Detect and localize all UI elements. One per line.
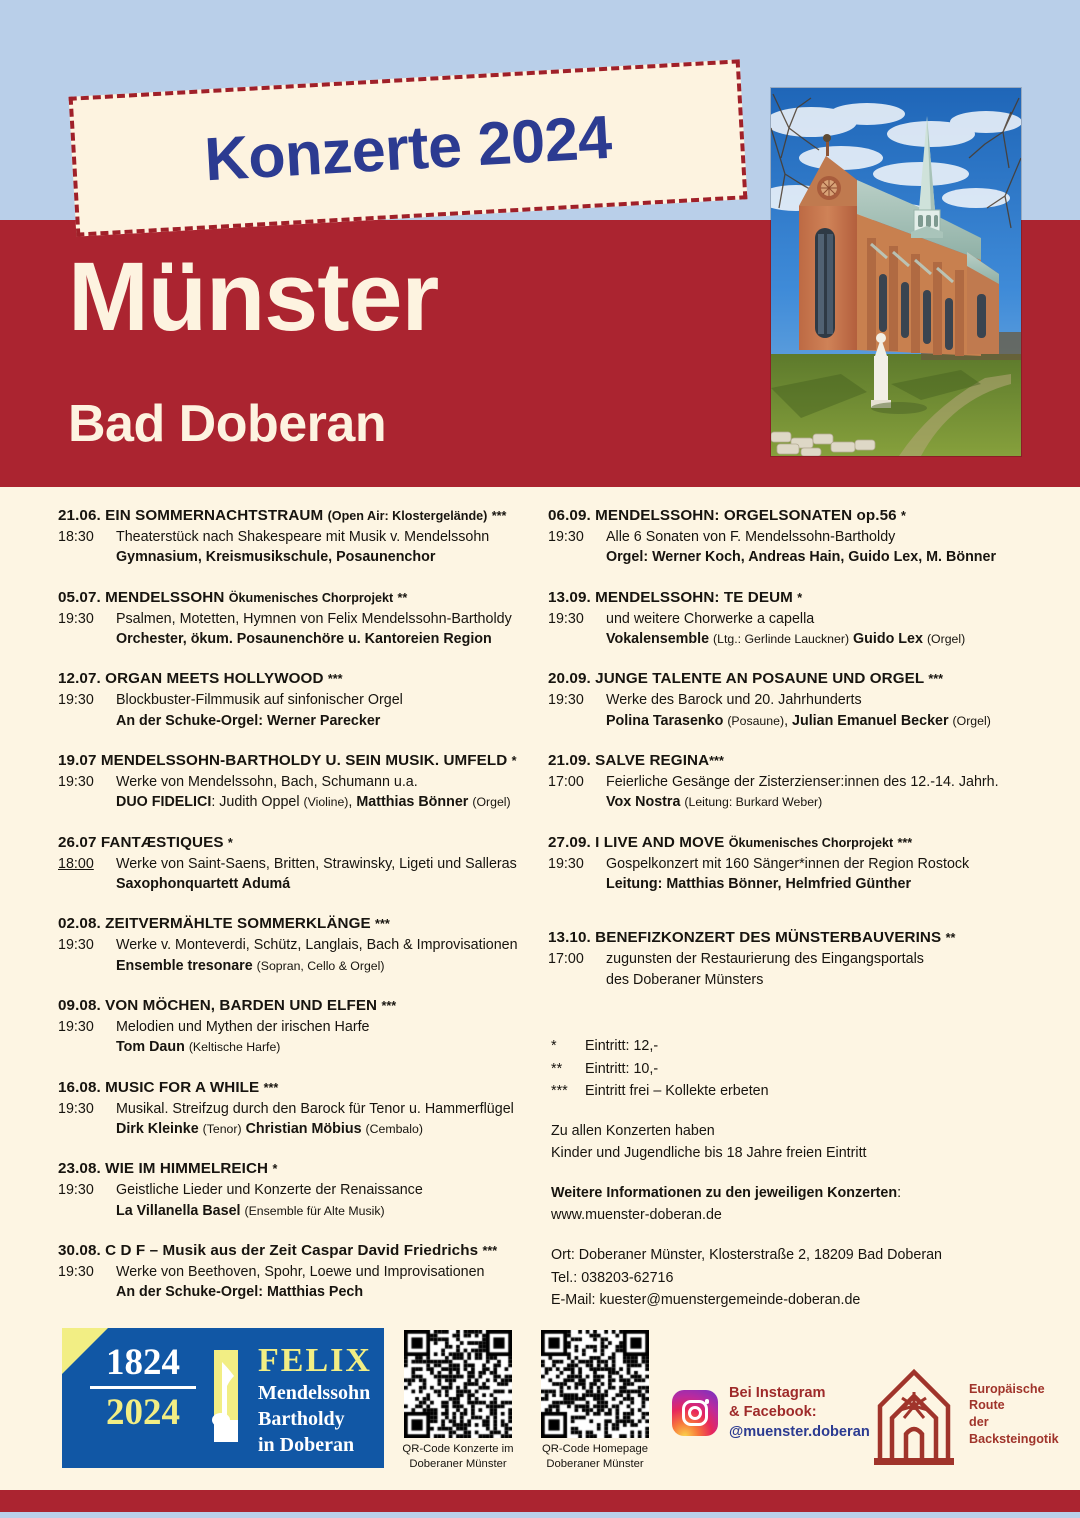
logo-year-1824: 1824	[106, 1342, 180, 1383]
price-marker: *	[901, 509, 906, 523]
price-marker: ***	[263, 1080, 279, 1095]
price-note-row	[551, 1058, 1021, 1081]
concert-entry	[548, 588, 1028, 650]
concert-performers: Orgel: Werner Koch, Andreas Hain, Guido Lex, M. Bönner	[606, 549, 997, 566]
price-marker: *	[511, 753, 517, 768]
concert-date: 16.08.	[58, 1078, 101, 1096]
social-line-1: Bei Instagram	[729, 1385, 826, 1401]
concert-name: BENEFIZKONZERT DES MÜNSTERBAUVERINS	[595, 929, 942, 947]
concert-time: 19:30	[58, 937, 94, 954]
concert-name: ORGAN MEETS HOLLYWOOD	[105, 670, 324, 688]
banner-title: Konzerte 2024	[202, 102, 614, 194]
concert-name: VON MÖCHEN, BARDEN UND ELFEN	[105, 996, 378, 1014]
concert-time: 19:30	[58, 1263, 94, 1280]
concert-performers: Polina Tarasenko (Posaune), Julian Emanuel Becker (Orgel)	[606, 712, 991, 729]
concert-performers: Tom Daun (Keltische Harfe)	[116, 1039, 281, 1056]
qr-code-image[interactable]	[541, 1330, 649, 1438]
concert-name: MUSIC FOR A WHILE	[105, 1078, 260, 1096]
concert-description: Werke von Beethoven, Spohr, Loewe und Improvisationen	[116, 1263, 485, 1280]
concert-title	[58, 1241, 538, 1261]
music-note-icon	[208, 1350, 244, 1442]
phone-number: Tel.: 038203-62716	[551, 1269, 674, 1286]
price-marker: *	[227, 835, 233, 850]
concert-name: MENDELSSOHN: ORGELSONATEN op.56	[595, 507, 897, 524]
concert-performers: Gymnasium, Kreismusikschule, Posaunenchor	[116, 549, 436, 566]
concert-detail-line	[58, 935, 538, 955]
page-title: Münster	[68, 242, 439, 351]
notes-and-contact	[551, 1035, 1021, 1312]
concert-entry	[548, 506, 1028, 568]
concert-name: MENDELSSOHN: TE DEUM	[595, 588, 793, 606]
venue-address: Ort: Doberaner Münster, Klosterstraße 2, 18209 Bad Doberan	[551, 1247, 942, 1264]
price-text: Eintritt: 10,-	[585, 1060, 659, 1077]
concert-time: 19:30	[548, 610, 584, 627]
concert-entry	[58, 914, 538, 976]
concert-title	[58, 914, 538, 934]
logo-year-2024: 2024	[106, 1391, 180, 1433]
concert-entry	[58, 833, 538, 895]
logo-name-line2: Bartholdy	[258, 1408, 345, 1431]
concert-description: Alle 6 Sonaten von F. Mendelssohn-Bartholdy	[606, 529, 896, 546]
logo-year-divider	[90, 1386, 196, 1389]
concert-performers: Orchester, ökum. Posaunenchöre u. Kantoreien Region	[116, 631, 492, 648]
price-note-row	[551, 1080, 1021, 1103]
concert-date: 23.08.	[58, 1160, 101, 1178]
concert-performers: La Villanella Basel (Ensemble für Alte Musik)	[116, 1202, 385, 1219]
concert-description: Werke des Barock und 20. Jahrhunderts	[606, 692, 862, 709]
concert-description: Theaterstück nach Shakespeare mit Musik v. Mendelssohn	[116, 529, 490, 546]
concert-list-right	[548, 506, 1028, 1010]
price-mark: *	[551, 1038, 557, 1054]
concert-detail-line	[548, 772, 1028, 792]
logo-felix-text: FELIX	[258, 1342, 372, 1379]
concert-detail-line	[58, 854, 538, 874]
logo-wordmark	[258, 1344, 372, 1458]
concert-title	[548, 506, 1028, 526]
concert-title	[548, 833, 1028, 853]
concert-time: 19:30	[58, 1100, 94, 1117]
concert-detail-line	[548, 690, 1028, 710]
price-text: Eintritt: 12,-	[585, 1038, 659, 1054]
price-marker: ***	[327, 672, 343, 687]
concert-time: 19:30	[58, 692, 94, 709]
logo-years	[88, 1344, 198, 1433]
concert-detail-line	[548, 609, 1028, 629]
price-marker: *	[797, 590, 803, 605]
concert-performers: Saxophonquartett Adumá	[116, 875, 291, 892]
concert-date: 20.09.	[548, 670, 591, 688]
concert-name: EIN SOMMERNACHTSTRAUM	[105, 507, 324, 524]
concert-title	[58, 996, 538, 1016]
concert-entry	[548, 928, 1028, 990]
concert-time: 19:30	[58, 1182, 94, 1199]
concert-description: zugunsten der Restaurierung des Eingangsportals	[606, 951, 924, 968]
concert-title	[58, 833, 538, 853]
concert-subtitle: Ökumenisches Chorprojekt	[728, 835, 894, 850]
concert-entry	[58, 751, 538, 813]
price-marker: ***	[491, 509, 507, 523]
concert-time: 19:30	[548, 692, 584, 709]
concert-detail-line	[58, 609, 538, 629]
concert-description-cont: des Doberaner Münsters	[606, 971, 764, 988]
website-link[interactable]: www.muenster-doberan.de	[551, 1207, 722, 1224]
concert-detail-line	[58, 690, 538, 710]
concert-detail-line	[58, 1180, 538, 1200]
concert-date: 02.08.	[58, 915, 101, 933]
concert-time: 19:30	[548, 855, 584, 872]
price-mark: ***	[551, 1083, 568, 1100]
concert-description: Geistliche Lieder und Konzerte der Renaissance	[116, 1182, 423, 1199]
concert-description: und weitere Chorwerke a capella	[606, 610, 815, 627]
social-handle[interactable]: @muenster.doberan	[729, 1423, 870, 1440]
european-route-logo	[868, 1362, 1080, 1466]
social-media-block[interactable]	[672, 1384, 870, 1442]
concert-date: 19.07	[58, 751, 97, 769]
concert-title	[548, 588, 1028, 608]
concert-description: Werke von Mendelssohn, Bach, Schumann u.a.	[116, 774, 418, 791]
concert-description: Musikal. Streifzug durch den Barock für Tenor u. Hammerflügel	[116, 1100, 514, 1117]
concert-time: 19:30	[58, 1019, 94, 1035]
concert-name: JUNGE TALENTE AN POSAUNE UND ORGEL	[595, 670, 924, 688]
more-info-label: Weitere Informationen zu den jeweiligen Konzerten:	[551, 1184, 902, 1201]
concert-title	[58, 1078, 538, 1098]
price-note-row	[551, 1035, 1021, 1058]
concert-detail-line	[548, 854, 1028, 874]
logo-name-line3: in Doberan	[258, 1434, 355, 1457]
concert-performers: Vokalensemble (Ltg.: Gerlinde Lauckner) Guido Lex (Orgel)	[606, 631, 966, 648]
concert-subtitle: Ökumenisches Chorprojekt	[228, 590, 394, 605]
concert-time: 19:30	[58, 610, 94, 627]
concert-date: 21.06.	[58, 507, 101, 524]
concert-performers: Vox Nostra (Leitung: Burkard Weber)	[606, 794, 823, 811]
social-line-2: & Facebook:	[729, 1404, 817, 1421]
price-marker: *	[272, 1162, 278, 1177]
price-marker: **	[945, 931, 956, 946]
concert-detail-line	[548, 949, 1028, 969]
concert-entry	[548, 833, 1028, 895]
concert-date: 21.09.	[548, 751, 591, 769]
concert-name: WIE IM HIMMELREICH	[105, 1160, 269, 1178]
concert-performers: DUO FIDELICI: Judith Oppel (Violine), Matthias Bönner (Orgel)	[116, 794, 511, 811]
price-marker: ***	[375, 917, 390, 932]
concert-detail-line	[58, 527, 538, 547]
concert-title	[58, 588, 538, 608]
concert-time: 17:00	[548, 774, 584, 791]
concert-name: SALVE REGINA	[595, 751, 710, 769]
concert-date: 06.09.	[548, 507, 591, 524]
price-marker: **	[397, 590, 408, 605]
free-entry-line-1: Zu allen Konzerten haben	[551, 1122, 715, 1139]
concert-description: Gospelkonzert mit 160 Sänger*innen der Region Rostock	[606, 855, 970, 872]
concert-description: Werke von Saint-Saens, Britten, Strawinsky, Ligeti und Salleras	[116, 855, 517, 872]
brick-gothic-gate-icon	[868, 1362, 960, 1466]
concert-entry	[58, 506, 538, 568]
qr-caption: QR-Code Homepage Doberaner Münster	[541, 1443, 649, 1471]
price-marker: ***	[482, 1243, 498, 1258]
price-note-list	[551, 1035, 1021, 1103]
concert-entry	[58, 1078, 538, 1140]
concert-title	[58, 669, 538, 689]
route-label: Europäische Route der Backsteingotik	[969, 1381, 1059, 1446]
concert-list-left	[58, 506, 538, 1323]
footer-blue-bar	[0, 1512, 1080, 1518]
footer-red-bar	[0, 1490, 1080, 1512]
concert-description: Melodien und Mythen der irischen Harfe	[116, 1019, 370, 1035]
concert-date: 26.07	[58, 833, 97, 851]
concert-date: 27.09.	[548, 833, 591, 851]
concert-time: 19:30	[58, 774, 94, 791]
concert-description: Psalmen, Motetten, Hymnen von Felix Mendelssohn-Bartholdy	[116, 610, 512, 627]
concert-date: 13.10.	[548, 929, 591, 947]
concert-entry	[548, 669, 1028, 731]
doberaner-muenster-photo	[771, 88, 1021, 456]
concert-date: 09.08.	[58, 996, 101, 1014]
concert-time: 18:00	[58, 855, 94, 872]
concert-entry	[548, 751, 1028, 813]
concert-performers: An der Schuke-Orgel: Werner Parecker	[116, 712, 381, 729]
qr-code-homepage[interactable]	[541, 1330, 663, 1473]
concert-performers: Dirk Kleinke (Tenor) Christian Möbius (Cembalo)	[116, 1120, 423, 1137]
concert-performers: An der Schuke-Orgel: Matthias Pech	[116, 1284, 364, 1301]
concert-detail-line	[58, 1262, 538, 1282]
price-marker: ***	[709, 753, 724, 768]
logo-name-line1: Mendelssohn	[258, 1381, 371, 1404]
concert-detail-line	[58, 772, 538, 792]
social-text	[729, 1384, 870, 1442]
instagram-icon[interactable]	[672, 1390, 718, 1436]
concert-name: MENDELSSOHN-BARTHOLDY U. SEIN MUSIK. UMFELD	[100, 751, 508, 769]
concert-title	[548, 751, 1028, 771]
concert-time: 18:30	[58, 529, 94, 546]
concert-name: MENDELSSOHN	[105, 588, 225, 606]
concert-description: Blockbuster-Filmmusik auf sinfonischer Orgel	[116, 692, 403, 709]
concert-date: 12.07.	[58, 670, 101, 688]
concert-time: 17:00	[548, 951, 584, 968]
concert-title	[548, 669, 1028, 689]
concert-title	[58, 506, 538, 526]
concert-subtitle: (Open Air: Klostergelände)	[327, 509, 488, 523]
qr-code-konzerte[interactable]	[404, 1330, 526, 1473]
concert-entry	[58, 588, 538, 650]
concert-description: Feierliche Gesänge der Zisterzienser:innen des 12.-14. Jahrh.	[606, 774, 999, 791]
concert-performers: Ensemble tresonare (Sopran, Cello & Orgel)	[116, 957, 385, 974]
concert-name: C D F – Musik aus der Zeit Caspar David Friedrichs	[105, 1241, 479, 1259]
concert-entry	[58, 669, 538, 731]
concert-performers: Leitung: Matthias Bönner, Helmfried Günther	[606, 875, 912, 892]
qr-caption: QR-Code Konzerte im Doberaner Münster	[402, 1443, 514, 1471]
qr-code-image[interactable]	[404, 1330, 512, 1438]
concert-detail-line	[58, 1017, 538, 1037]
price-marker: ***	[897, 835, 913, 850]
concert-date: 13.09.	[548, 588, 591, 606]
concert-time: 19:30	[548, 529, 584, 546]
page-subtitle: Bad Doberan	[68, 395, 387, 453]
concert-title	[58, 1159, 538, 1179]
concert-title	[548, 928, 1028, 948]
price-marker: ***	[381, 998, 397, 1013]
concert-title	[58, 751, 538, 771]
concert-date: 05.07.	[58, 588, 101, 606]
concert-detail-line	[548, 527, 1028, 547]
felix-mendelssohn-logo	[62, 1328, 384, 1468]
email-address[interactable]: E-Mail: kuester@muenstergemeinde-doberan.de	[551, 1292, 861, 1309]
concert-description: Werke v. Monteverdi, Schütz, Langlais, Bach & Improvisationen	[116, 937, 518, 954]
price-text: Eintritt frei – Kollekte erbeten	[585, 1083, 769, 1100]
free-entry-line-2: Kinder und Jugendliche bis 18 Jahre freien Eintritt	[551, 1145, 867, 1162]
concert-name: I LIVE AND MOVE	[595, 833, 725, 851]
concert-entry	[58, 1241, 538, 1303]
price-marker: ***	[928, 672, 944, 687]
concert-entry	[58, 996, 538, 1058]
concert-name: ZEITVERMÄHLTE SOMMERKLÄNGE	[105, 915, 371, 933]
concert-entry	[58, 1159, 538, 1221]
concert-name: FANTÆSTIQUES	[100, 833, 224, 851]
concert-date: 30.08.	[58, 1241, 101, 1259]
concert-detail-line	[58, 1099, 538, 1119]
price-mark: **	[551, 1060, 563, 1077]
